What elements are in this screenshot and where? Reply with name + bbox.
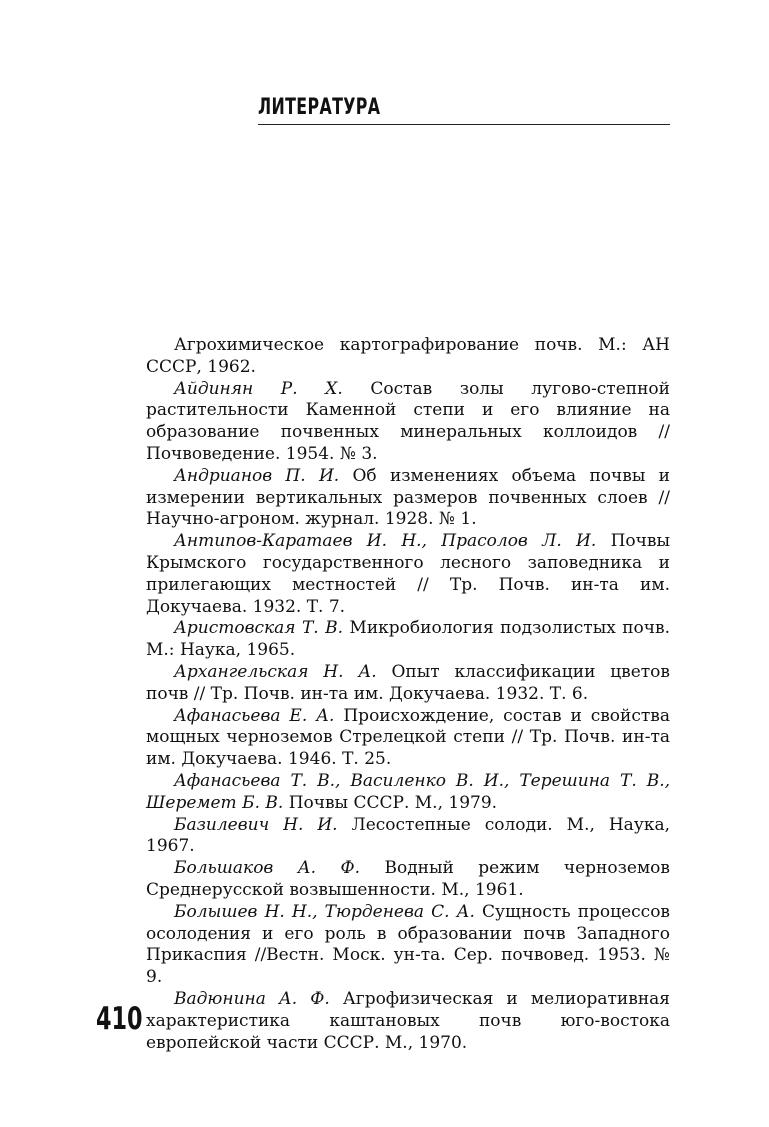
entry-authors: Вадюнина А. Ф. [174, 988, 330, 1009]
page-number: 410 [96, 1001, 143, 1037]
entry-authors: Андрианов П. И. [174, 465, 340, 486]
entry-authors: Афанасьева Е. А. [174, 705, 335, 726]
entry-text: Состав золы лугово-степной растительности Каменной степи и его влияние на образование почвенных минеральных коллоидов // Почвоведение. 1954. № 3. [146, 378, 670, 464]
entry-authors: Большаков А. Ф. [174, 858, 361, 879]
entry-text: Об изменениях объема почвы и измерении вертикальных размеров почвенных слоев // Научно-агроном. журнал. 1928. № 1. [146, 465, 671, 530]
entry-authors: Архангельская Н. А. [174, 661, 377, 682]
bibliography-entry [146, 815, 670, 859]
entry-text: Агрофизическая и мелиоративная характеристика каштановых почв юго-востока европейской части СССР. М., 1970. [146, 988, 671, 1053]
entry-authors: Базилевич Н. И. [174, 814, 338, 835]
bibliography-entry [146, 771, 670, 815]
entry-authors: Айдинян Р. Х. [174, 378, 343, 399]
bibliography-entry [146, 466, 670, 531]
bibliography-entry [146, 335, 670, 379]
bibliography-entry [146, 989, 670, 1054]
entry-text: Микробиология подзолистых почв. М.: Наука, 1965. [146, 618, 671, 661]
bibliography-entry [146, 858, 670, 902]
entry-text: Почвы Крымского государственного лесного заповедника и прилегающих местностей // Тр. Почв. ин-та им. Докучаева. 1932. Т. 7. [146, 531, 670, 617]
entry-text: Почвы СССР. М., 1979. [288, 792, 498, 813]
entry-text: Агрохимическое картографирование почв. М.: АН СССР, 1962. [146, 335, 670, 377]
bibliography-entry [146, 902, 670, 989]
entry-authors: Аристовская Т. В. [174, 618, 343, 639]
entry-text: Лесостепные солоди. М., Наука, 1967. [146, 814, 670, 857]
entry-authors: Афанасьева Т. В., Василенко В. И., Терешина Т. В., Шеремет Б. В. [146, 770, 670, 813]
bibliography-entry [146, 618, 670, 662]
bibliography-entry [146, 531, 670, 618]
entry-authors: Болышев Н. Н., Тюрденева С. А. [174, 901, 475, 922]
entry-text: Опыт классификации цветов почв // Тр. Почв. ин-та им. Докучаева. 1932. Т. 6. [146, 661, 670, 704]
entry-text: Водный режим черноземов Среднерусской возвышенности. М., 1961. [146, 858, 670, 900]
bibliography-list [146, 335, 670, 1054]
bibliography-entry [146, 706, 670, 771]
heading-rule [258, 124, 670, 125]
entry-text: Происхождение, состав и свойства мощных черноземов Стрелецкой степи // Тр. Почв. ин-та им. Докучаева. 1946. Т. 25. [146, 705, 671, 770]
bibliography-entry [146, 379, 670, 466]
bibliography-entry [146, 662, 670, 706]
section-heading: ЛИТЕРАТУРА [258, 95, 381, 120]
entry-text: Сущность процессов осолодения и его роль в образовании почв Западного Прикаспия //Вестн. Моск. ун-та. Сер. почвовед. 1953. № 9. [146, 901, 670, 988]
entry-authors: Антипов-Каратаев И. Н., Прасолов Л. И. [174, 531, 597, 552]
